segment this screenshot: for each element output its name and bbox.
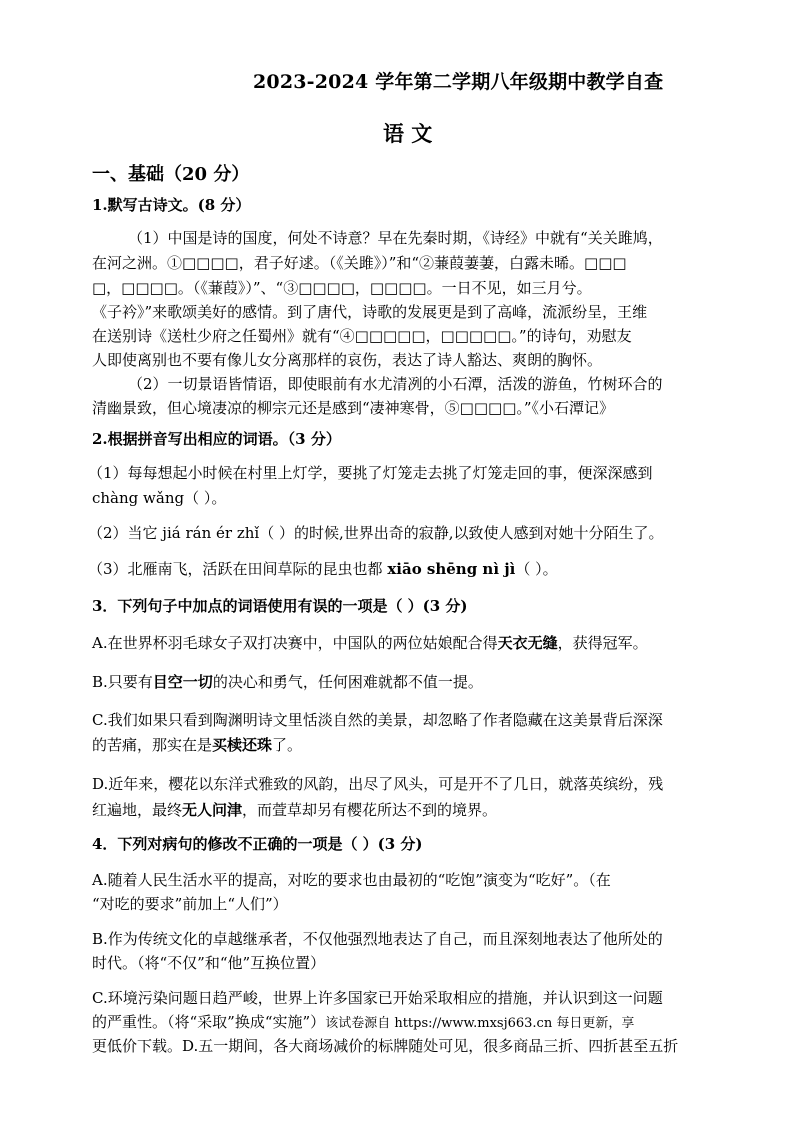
q4-option-b-line1: B.作为传统文化的卓越继承者，不仅他强烈地表达了自己，而且深刻地表达了他所处的 xyxy=(92,930,663,948)
q3-option-d-dotted-word: 无人问津 xyxy=(182,801,243,819)
q4-option-b-line2: 时代。（将“不仅”和“他”互换位置） xyxy=(92,954,326,972)
q3-option-d-line1: D.近年来，樱花以东洋式雅致的风韵，出尽了风头，可是开不了几日，就落英缤纷，残 xyxy=(92,775,664,793)
q1-paragraph-1-line: 在河之洲。①□□□□，君子好逑。（《关雎》）”和“②蒹葭萋萋，白露未晞。□□□ xyxy=(92,254,627,272)
q1-paragraph-1-line: □，□□□□。（《蒹葭》）”、“③□□□□，□□□□。一日不见，如三月兮。 xyxy=(92,279,592,297)
q4-option-a-line1: A.随着人民生活水平的提高，对吃的要求也由最初的“吃饱”演变为“吃好”。（在 xyxy=(92,871,611,889)
q4-option-a-line2: “对吃的要求”前加上“人们”） xyxy=(92,895,288,913)
q2-item-2: （2）当它 jiá rán ér zhǐ（ ）的时候,世界出奇的寂静,以致使人感到对她十分陌生了。 xyxy=(88,524,664,542)
question-4-heading: 4．下列对病句的修改不正确的一项是（ ）(3 分) xyxy=(92,835,423,853)
q1-paragraph-2-line: 清幽景致，但心境凄凉的柳宗元还是感到“凄神寒骨，⑤□□□□。”《小石潭记》 xyxy=(92,399,615,417)
q3-option-d-text: 红遍地，最终 xyxy=(92,801,183,819)
q3-option-b-text-end: 的决心和勇气，任何困难就都不值一提。 xyxy=(212,673,483,691)
exam-title: 2023-2024 学年第二学期八年级期中教学自查 xyxy=(253,71,664,93)
q3-option-b xyxy=(92,671,483,692)
q3-option-a-text-end: ，获得冠军。 xyxy=(557,634,648,652)
q2-item-3-blank: （ ）。 xyxy=(515,560,558,578)
q3-option-c-text-end: 了。 xyxy=(272,736,303,754)
section-heading: 一、基础（20 分） xyxy=(92,164,250,185)
q3-option-a xyxy=(92,632,648,653)
q3-option-d-text-end: ，而萱草却另有樱花所达不到的境界。 xyxy=(242,801,498,819)
q2-item-1-pinyin: chàng wǎng（ ）。 xyxy=(92,489,227,507)
q4-option-c-line2 xyxy=(92,1011,634,1032)
q2-item-1: （1）每每想起小时候在村里上灯学，要挑了灯笼走去挑了灯笼走回的事，便深深感到 xyxy=(88,464,653,482)
q3-option-c-text: 的苦痛，那实在是 xyxy=(92,736,213,754)
question-3-heading: 3．下列句子中加点的词语使用有误的一项是（ ）(3 分) xyxy=(92,597,468,615)
q1-paragraph-1-line: （1）中国是诗的国度，何处不诗意？早在先秦时期，《诗经》中就有“关关雎鸠， xyxy=(128,229,663,247)
q2-item-3 xyxy=(88,558,558,579)
q1-paragraph-2-line: （2）一切景语皆情语，即使眼前有水尤清冽的小石潭，活泼的游鱼，竹树环合的 xyxy=(128,375,663,393)
q1-paragraph-1-line: 人即使离别也不要有像儿女分离那样的哀伤，表达了诗人豁达、爽朗的胸怀。 xyxy=(92,351,603,369)
q2-item-3-text: （3）北雁南飞，活跃在田间草际的昆虫也都 xyxy=(88,560,388,578)
q4-option-c-text: 的严重性。（将“采取”换成“实施”） xyxy=(92,1013,326,1031)
q4-option-d-line: 更低价下载。D.五一期间，各大商场减价的标牌随处可见，很多商品三折、四折甚至五折 xyxy=(92,1037,679,1055)
subject-title: 语 文 xyxy=(383,121,433,146)
q3-option-c-line2 xyxy=(92,734,302,755)
q4-option-c-line1: C.环境污染问题日趋严峻，世界上许多国家已开始采取相应的措施，并认识到这一问题 xyxy=(92,989,663,1007)
q1-paragraph-1-line: 《子衿》”来歌颂美好的感情。到了唐代，诗歌的发展更是到了高峰，流派纷呈，王维 xyxy=(92,303,648,321)
q1-paragraph-1-line: 在送别诗《送杜少府之任蜀州》就有“④□□□□□，□□□□□。”的诗句，劝慰友 xyxy=(92,327,632,345)
q3-option-b-text: B.只要有 xyxy=(92,673,153,691)
q3-option-c-dotted-word: 买椟还珠 xyxy=(212,736,273,754)
q3-option-a-text: A.在世界杯羽毛球女子双打决赛中，中国队的两位姑娘配合得 xyxy=(92,634,498,652)
q3-option-a-dotted-word: 天衣无缝 xyxy=(497,634,558,652)
q3-option-b-dotted-word: 目空一切 xyxy=(152,673,213,691)
q2-item-3-pinyin: xiāo shēng nì jì xyxy=(387,560,516,578)
question-2-heading: 2.根据拼音写出相应的词语。（3 分） xyxy=(92,430,341,448)
question-1-heading: 1.默写古诗文。(8 分） xyxy=(92,196,251,214)
q3-option-d-line2 xyxy=(92,799,497,820)
q3-option-c-line1: C.我们如果只看到陶渊明诗文里恬淡自然的美景，却忽略了作者隐藏在这美景背后深深 xyxy=(92,711,663,729)
watermark-text: 该试卷源自 https://www.mxsj663.cn 每日更新，享 xyxy=(325,1016,635,1031)
